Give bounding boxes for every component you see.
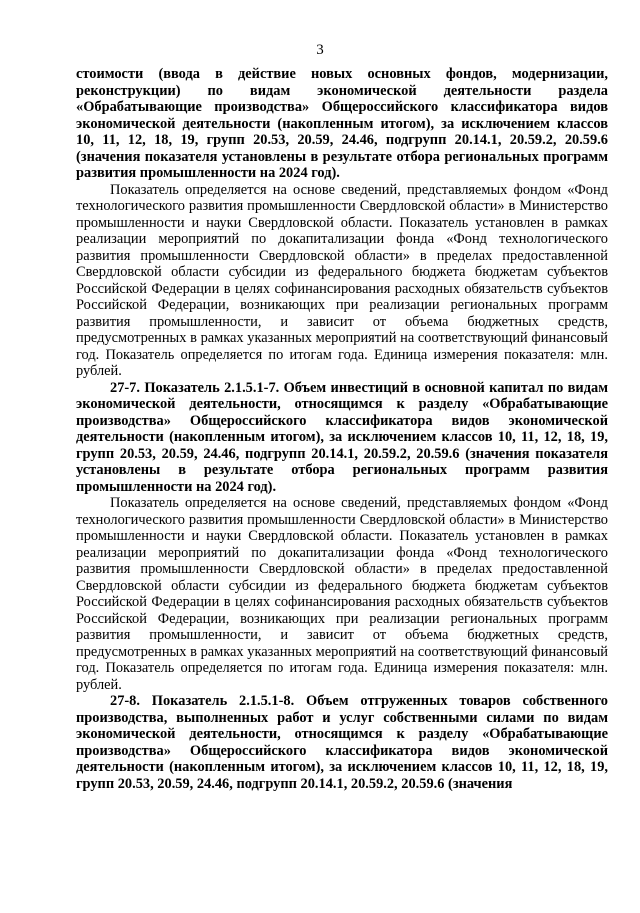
paragraph-indicator-description: Показатель определяется на основе сведений, представляемых фондом «Фонд технологического развития промышленности Свердловской области» в Министерство промышленности и науки Свердловской области. Показатель установлен в рамках реализации мероприятий по докапитализации фонда «Фонд технологического развития промышленности Свердловской области» в пределах предоставленной Свердловской области субсидии из федерального бюджета бюджетам субъектов Российской Федерации в целях софинансирования расходных обязательств субъектов Российской Федерации, возникающих при реализации региональных программ развития промышленности, и зависит от объема бюджетных средств, предусмотренных в рамках указанных мероприятий на соответствующий финансовый год. Показатель определяется по итогам года. Единица измерения показателя: млн. рублей. [76, 181, 608, 379]
document-body [76, 66, 608, 792]
page-number: 3 [316, 42, 324, 58]
paragraph-indicator-continuation: стоимости (ввода в действие новых основных фондов, модернизации, реконструкции) по видам экономической деятельности раздела «Обрабатывающие производства» Общероссийского классификатора видов экономической деятельности (накопленным итогом), за исключением классов 10, 11, 12, 18, 19, групп 20.53, 20.59, 24.46, подгрупп 20.14.1, 20.59.2, 20.59.6 (значения показателя установлены в результате отбора региональных программ развития промышленности на 2024 год). [76, 66, 608, 181]
paragraph-indicator-27-8-heading: 27-8. Показатель 2.1.5.1-8. Объем отгруженных товаров собственного производства, выполненных работ и услуг собственными силами по видам экономической деятельности, относящимся к разделу «Обрабатывающие производства» Общероссийского классификатора видов экономической деятельности (накопленным итогом), за исключением классов 10, 11, 12, 18, 19, групп 20.53, 20.59, 24.46, подгрупп 20.14.1, 20.59.2, 20.59.6 (значения [76, 693, 608, 792]
paragraph-indicator-description: Показатель определяется на основе сведений, представляемых фондом «Фонд технологического развития промышленности Свердловской области» в Министерство промышленности и науки Свердловской области. Показатель установлен в рамках реализации мероприятий по докапитализации фонда «Фонд технологического развития промышленности Свердловской области» в пределах предоставленной Свердловской области субсидии из федерального бюджета бюджетам субъектов Российской Федерации в целях софинансирования расходных обязательств субъектов Российской Федерации, возникающих при реализации региональных программ развития промышленности, и зависит от объема бюджетных средств, предусмотренных в рамках указанных мероприятий на соответствующий финансовый год. Показатель определяется по итогам года. Единица измерения показателя: млн. рублей. [76, 495, 608, 693]
paragraph-indicator-27-7-heading: 27-7. Показатель 2.1.5.1-7. Объем инвестиций в основной капитал по видам экономической деятельности, относящимся к разделу «Обрабатывающие производства» Общероссийского классификатора видов экономической деятельности (накопленным итогом), за исключением классов 10, 11, 12, 18, 19, групп 20.53, 20.59, 24.46, подгрупп 20.14.1, 20.59.2, 20.59.6 (значения показателя установлены в результате отбора региональных программ развития промышленности на 2024 год). [76, 379, 608, 495]
